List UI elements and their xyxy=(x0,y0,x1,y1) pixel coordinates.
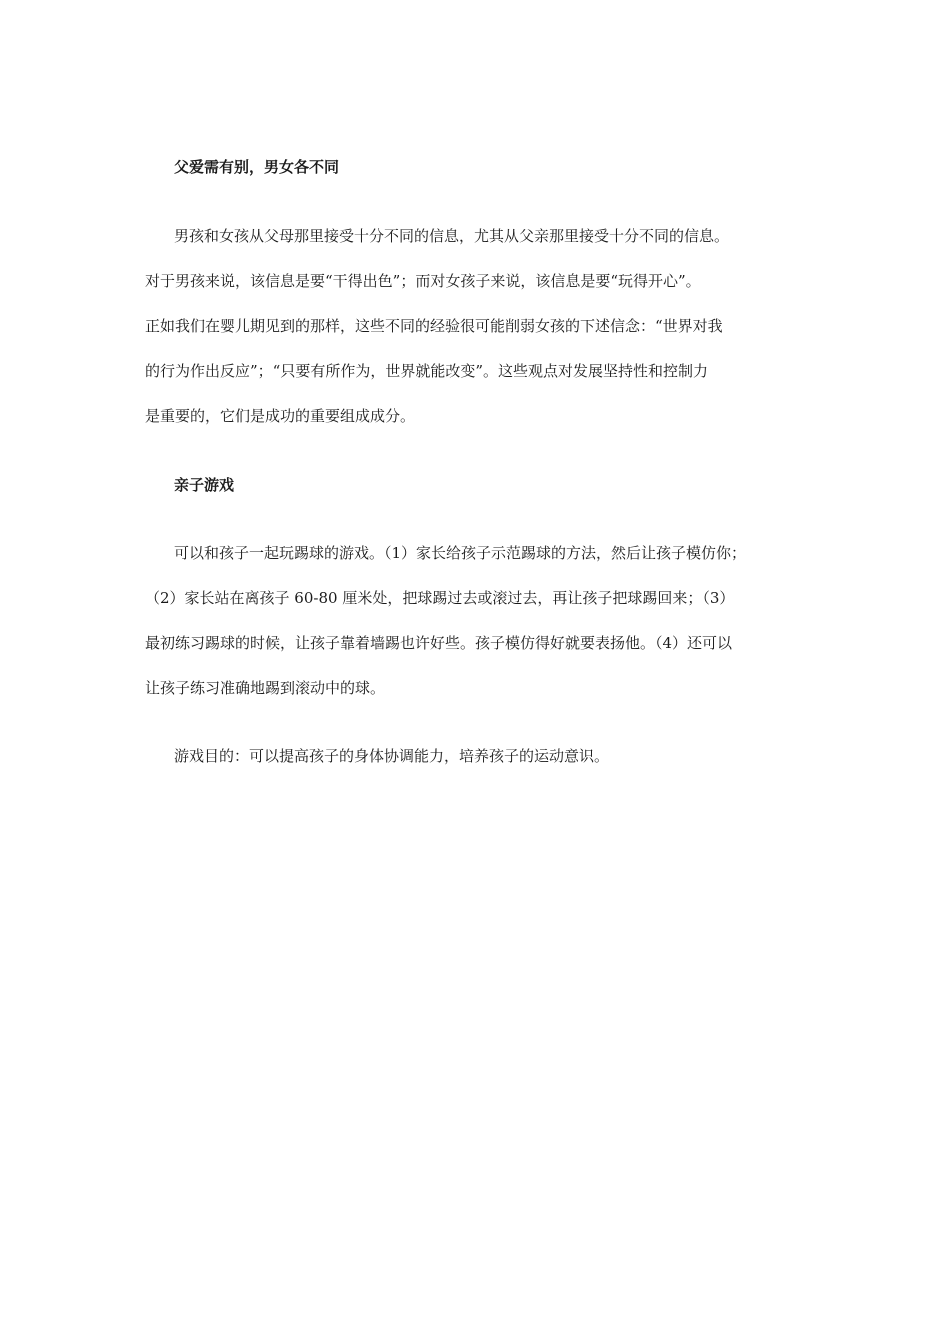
game-purpose-line: 游戏目的：可以提高孩子的身体协调能力，培养孩子的运动意识。 xyxy=(174,747,610,765)
paragraph-line: 男孩和女孩从父母那里接受十分不同的信息，尤其从父亲那里接受十分不同的信息。 xyxy=(174,227,730,245)
paragraph-line: 对于男孩来说，该信息是要“干得出色”；而对女孩子来说，该信息是要“玩得开心”。 xyxy=(145,272,701,290)
section-heading-parent-child-game: 亲子游戏 xyxy=(174,476,235,494)
paragraph-line: 正如我们在婴儿期见到的那样，这些不同的经验很可能削弱女孩的下述信念：“世界对我 xyxy=(145,317,723,335)
paragraph-line: 的行为作出反应”；“只要有所作为，世界就能改变”。这些观点对发展坚持性和控制力 xyxy=(145,362,709,380)
paragraph-line: （2）家长站在离孩子 60-80 厘米处，把球踢过去或滚过去，再让孩子把球踢回来；（3） xyxy=(145,589,735,607)
paragraph-line: 让孩子练习准确地踢到滚动中的球。 xyxy=(145,679,386,697)
paragraph-line: 最初练习踢球的时候，让孩子靠着墙踢也许好些。孩子模仿得好就要表扬他。（4）还可以 xyxy=(145,634,733,652)
section-heading-father-love: 父爱需有别，男女各不同 xyxy=(174,158,340,176)
paragraph-line: 是重要的，它们是成功的重要组成成分。 xyxy=(145,407,416,425)
paragraph-line: 可以和孩子一起玩踢球的游戏。（1）家长给孩子示范踢球的方法，然后让孩子模仿你； xyxy=(174,544,747,562)
